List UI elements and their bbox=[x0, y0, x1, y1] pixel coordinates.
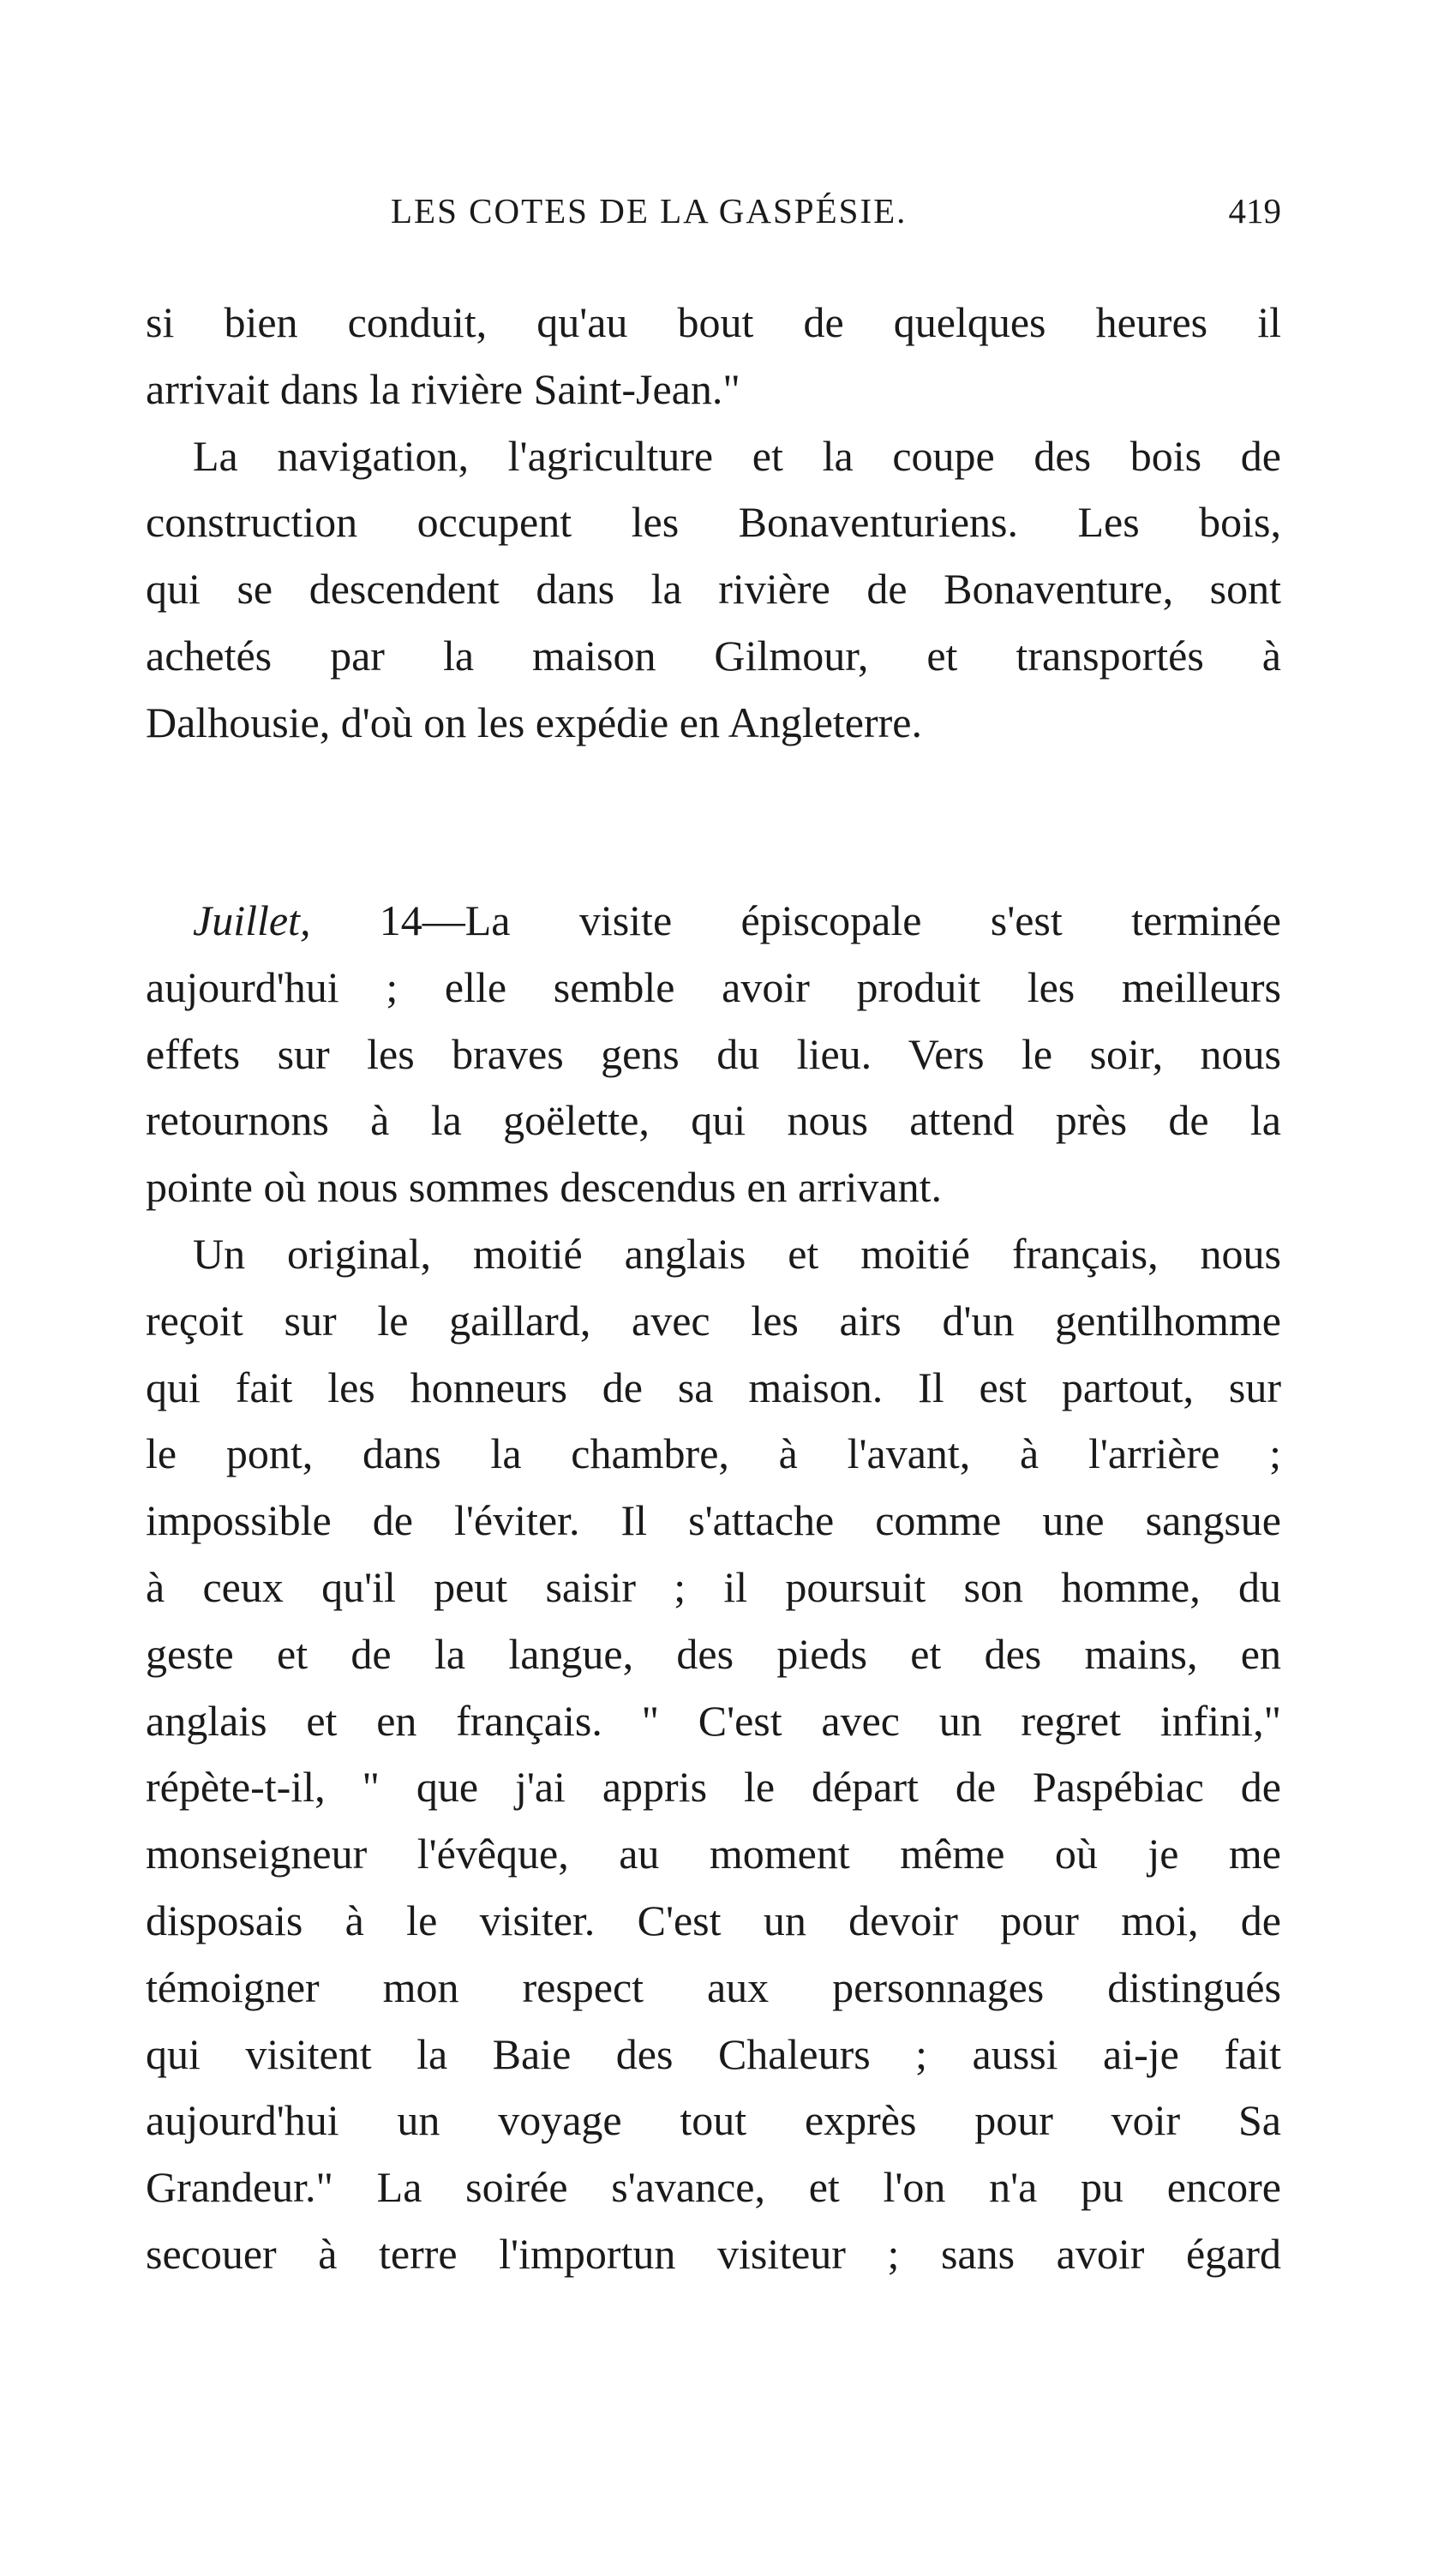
text-line: qui se descendent dans la rivière de Bonaventure, sont bbox=[146, 565, 1281, 614]
text-line: construction occupent les Bonaventuriens. Les bois, bbox=[146, 498, 1281, 547]
text-line: si bien conduit, qu'au bout de quelques heures il bbox=[146, 298, 1281, 346]
running-title: LES COTES DE LA GASPÉSIE. bbox=[391, 191, 908, 231]
text-line: Un original, moitié anglais et moitié français, nous bbox=[193, 1229, 1281, 1278]
page-number: 419 bbox=[1228, 191, 1281, 231]
text-line: effets sur les braves gens du lieu. Vers le soir, nous bbox=[146, 1029, 1281, 1078]
text-line: secouer à terre l'importun visiteur ; sans avoir égard bbox=[146, 2229, 1281, 2278]
text-line: qui visitent la Baie des Chaleurs ; aussi ai-je fait bbox=[146, 2029, 1281, 2078]
text-fragment: 14—La visite épiscopale s'est terminée bbox=[310, 896, 1281, 944]
text-line: geste et de la langue, des pieds et des mains, en bbox=[146, 1629, 1281, 1678]
paragraph-group-juillet bbox=[146, 888, 1281, 2288]
text-line: achetés par la maison Gilmour, et transportés à bbox=[146, 631, 1281, 680]
paragraph-group-bonaventure bbox=[146, 290, 1281, 757]
text-line: arrivait dans la rivière Saint-Jean." bbox=[146, 364, 740, 413]
text-line: disposais à le visiter. C'est un devoir pour moi, de bbox=[146, 1896, 1281, 1944]
text-line: le pont, dans la chambre, à l'avant, à l'arrière ; bbox=[146, 1429, 1281, 1478]
text-line: impossible de l'éviter. Il s'attache comme une sangsue bbox=[146, 1496, 1281, 1545]
text-line: qui fait les honneurs de sa maison. Il est partout, sur bbox=[146, 1363, 1281, 1411]
text-line: monseigneur l'évêque, au moment même où je me bbox=[146, 1830, 1281, 1878]
text-line bbox=[146, 888, 1281, 955]
text-line: répète-t-il, " que j'ai appris le départ de Paspébiac de bbox=[146, 1763, 1281, 1812]
running-head bbox=[146, 190, 1281, 242]
text-line: anglais et en français. " C'est avec un regret infini," bbox=[146, 1696, 1281, 1745]
text-line: La navigation, l'agriculture et la coupe des bois de bbox=[193, 431, 1281, 480]
text-line: pointe où nous sommes descendus en arrivant. bbox=[146, 1163, 942, 1212]
text-line: reçoit sur le gaillard, avec les airs d'un gentilhomme bbox=[146, 1296, 1281, 1345]
text-line: à ceux qu'il peut saisir ; il poursuit son homme, du bbox=[146, 1562, 1281, 1611]
text-line: Grandeur." La soirée s'avance, et l'on n'a pu encore bbox=[146, 2163, 1281, 2212]
text-line: retournons à la goëlette, qui nous attend près de la bbox=[146, 1096, 1281, 1145]
text-line: aujourd'hui un voyage tout exprès pour voir Sa bbox=[146, 2096, 1281, 2145]
date-label: Juillet, bbox=[193, 896, 311, 944]
text-line: Dalhousie, d'où on les expédie en Angleterre. bbox=[146, 698, 922, 746]
text-line: aujourd'hui ; elle semble avoir produit les meilleurs bbox=[146, 962, 1281, 1011]
text-line: témoigner mon respect aux personnages distingués bbox=[146, 1962, 1281, 2011]
